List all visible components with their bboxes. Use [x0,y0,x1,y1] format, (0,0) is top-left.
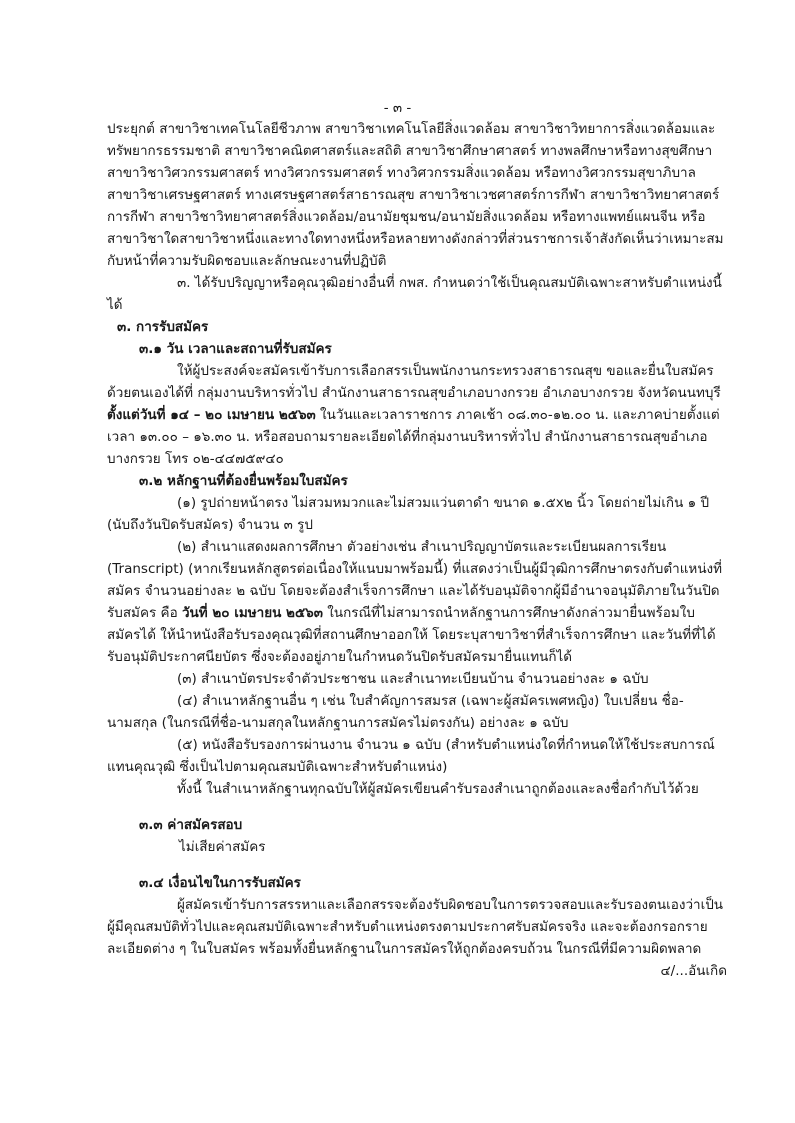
document-body [107,118,727,982]
document-item-1: (๑) รูปถ่ายหน้าตรง ไม่สวมหมวกและไม่สวมแว่นตาดำ ขนาด ๑.๕x๒ นิ้ว โดยถ่ายไม่เกิน ๑ ปี (นับถึงวันปิดรับสมัคร) จำนวน ๓ รูป [107,495,710,533]
intro-paragraph: ประยุกต์ สาขาวิชาเทคโนโลยีชีวภาพ สาขาวิชาเทคโนโลยีสิ่งแวดล้อม สาขาวิชาวิทยาการสิ่งแวดล้อมและทรัพยากรธรรมชาติ สาขาวิชาคณิตศาสตร์และสถิติ สาขาวิชาศึกษาศาสตร์ ทางพลศึกษาหรือทางสุขศึกษา สาขาวิชาวิศวกรรมศาสตร์ ทางวิศวกรรมศาสตร์ ทางวิศวกรรมสิ่งแวดล้อม หรือทางวิศวกรรมสุขาภิบาล สาขาวิชาเศรษฐศาสตร์ ทางเศรษฐศาสตร์สาธารณสุข สาขาวิชาเวชศาสตร์การกีฬา สาขาวิชาวิทยาศาสตร์การกีฬา สาขาวิชาวิทยาศาสตร์สิ่งแวดล้อม/อนามัยชุมชน/อนามัยสิ่งแวดล้อม หรือทางแพทย์แผนจีน หรือสาขาวิชาใดสาขาวิชาหนึ่งและทางใดทางหนึ่งหรือหลายทางดังกล่าวที่ส่วนราชการเจ้าสังกัดเห็นว่าเหมาะสมกับหน้าที่ความรับผิดชอบและลักษณะงานที่ปฏิบัติ [107,121,724,269]
section-3-1-paragraph [107,360,727,470]
section-3-3-heading: ๓.๓ ค่าสมัครสอบ [139,817,243,833]
closing-date: วันที่ ๒๐ เมษายน ๒๕๖๓ [181,605,323,621]
application-fee-text: ไม่เสียค่าสมัคร [179,839,266,855]
section-3-1-heading: ๓.๑ วัน เวลาและสถานที่รับสมัคร [139,341,332,357]
section-3-1-text-a: ให้ผู้ประสงค์จะสมัครเข้ารับการเลือกสรรเป็นพนักงานกระทรวงสาธารณสุข ขอและยื่นใบสมัครด้วยตนเองได้ที่ กลุ่มงานบริหารทั่วไป สำนักงานสาธารณสุขอำเภอบางกรวย อำเภอบางกรวย จังหวัดนนทบุรี [107,363,721,401]
section-3-1-text-b: ในวันและเวลาราชการ ภาคเช้า ๐๘.๓๐-๑๒.๐๐ น. และภาคบ่ายตั้งแต่เวลา ๑๓.๐๐ – ๑๖.๓๐ น. หรือสอบถามรายละเอียดได้ที่กลุ่มงานบริหารทั่วไป สำนักงานสาธารณสุขอำเภอบางกรวย โทร ๐๒-๔๔๗๕๙๔๐ [107,407,720,467]
page-number: - ๓ - [383,100,412,116]
spacer [107,800,727,814]
document-item-5: (๕) หนังสือรับรองการผ่านงาน จำนวน ๑ ฉบับ (สำหรับตำแหน่งใดที่กำหนดให้ใช้ประสบการณ์แทนคุณวุฒิ ซึ่งเป็นไปตามคุณสมบัติเฉพาะสำหรับตำแหน่ง) [107,737,715,775]
document-item-2 [107,536,727,668]
document-item-3: (๓) สำเนาบัตรประจำตัวประชาชน และสำเนาทะเบียนบ้าน จำนวนอย่างละ ๑ ฉบับ [177,671,649,687]
application-dates: ตั้งแต่วันที่ ๑๔ – ๒๐ เมษายน ๒๕๖๓ [107,407,316,423]
document-item-2-text-a: (๒) สำเนาแสดงผลการศึกษา ตัวอย่างเช่น สำเนาปริญญาบัตรและระเบียนผลการเรียน (Transcript) (หากเรียนหลักสูตรต่อเนื่องให้แนบมาพร้อมนี้) ที่แสดงว่าเป็นผู้มีวุฒิการศึกษาตรงกับตำแหน่งที่สมัคร จำนวนอย่างละ ๒ ฉบับ โดยจะต้องสำเร็จการศึกษา และได้รับอนุมัติจากผู้มีอำนาจอนุมัติภายในวันปิดรับสมัคร คือ [107,539,723,621]
section-3-2-heading: ๓.๒ หลักฐานที่ต้องยื่นพร้อมใบสมัคร [139,473,348,489]
section-3-4-paragraph: ผู้สมัครเข้ารับการสรรหาและเลือกสรรจะต้องรับผิดชอบในการตรวจสอบและรับรองตนเองว่าเป็นผู้มีคุณสมบัติทั่วไปและคุณสมบัติเฉพาะสำหรับตำแหน่งตรงตามประกาศรับสมัครจริง และจะต้องกรอกรายละเอียดต่าง ๆ ในใบสมัคร พร้อมทั้งยื่นหลักฐานในการสมัครให้ถูกต้องครบถ้วน ในกรณีที่มีความผิดพลาด [107,897,724,957]
continuation-marker: ๔/...อันเกิด [660,963,727,979]
document-note: ทั้งนี้ ในสำเนาหลักฐานทุกฉบับให้ผู้สมัครเขียนคำรับรองสำเนาถูกต้องและลงชื่อกำกับไว้ด้วย [177,781,699,797]
section-3-4-heading: ๓.๔ เงื่อนไขในการรับสมัคร [139,875,301,891]
document-item-2-text-b: ในกรณีที่ไม่สามารถนำหลักฐานการศึกษาดังกล่าวมายื่นพร้อมใบสมัครได้ ให้นำหนังสือรับรองคุณวุฒิที่สถานศึกษาออกให้ โดยระบุสาขาวิชาที่สำเร็จการศึกษา และวันที่ที่ได้รับอนุมัติประกาศนียบัตร ซึ่งจะต้องอยู่ภายในกำหนดวันปิดรับสมัครมายื่นแทนก็ได้ [107,605,716,665]
section-3-heading: ๓. การรับสมัคร [117,319,209,335]
spacer [107,858,727,872]
document-item-4: (๔) สำเนาหลักฐานอื่น ๆ เช่น ใบสำคัญการสมรส (เฉพาะผู้สมัครเพศหญิง) ใบเปลี่ยน ชื่อ-นามสกุล (ในกรณีที่ชื่อ-นามสกุลในหลักฐานการสมัครไม่ตรงกัน) อย่างละ ๑ ฉบับ [107,693,684,731]
qualification-item-3: ๓. ได้รับปริญญาหรือคุณวุฒิอย่างอื่นที่ กพส. กำหนดว่าใช้เป็นคุณสมบัติเฉพาะสาหรับตำแหน่งนี้ได้ [107,275,722,313]
